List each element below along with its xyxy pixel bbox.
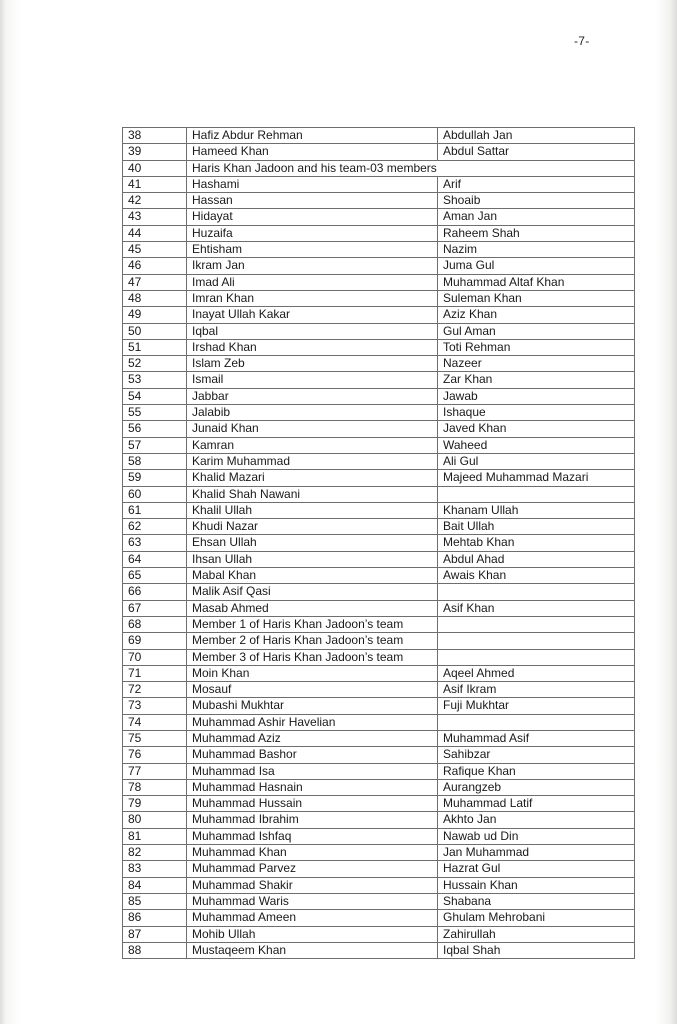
relation-cell: Waheed: [438, 437, 635, 453]
name-cell: Mustaqeem Khan: [187, 942, 438, 958]
table-row: [123, 942, 635, 958]
serial-number-cell: 76: [123, 747, 187, 763]
name-cell: Khalid Shah Nawani: [187, 486, 438, 502]
table-row: [123, 714, 635, 730]
serial-number-cell: 84: [123, 877, 187, 893]
relation-cell: Nawab ud Din: [438, 828, 635, 844]
serial-number-cell: 74: [123, 714, 187, 730]
relation-cell: Mehtab Khan: [438, 535, 635, 551]
table-row: [123, 551, 635, 567]
serial-number-cell: 83: [123, 861, 187, 877]
relation-cell: [438, 714, 635, 730]
serial-number-cell: 46: [123, 258, 187, 274]
serial-number-cell: 78: [123, 779, 187, 795]
relation-cell: Bait Ullah: [438, 519, 635, 535]
serial-number-cell: 66: [123, 584, 187, 600]
relation-cell: [438, 633, 635, 649]
table-row: [123, 633, 635, 649]
relation-cell: Zar Khan: [438, 372, 635, 388]
name-cell: Mohib Ullah: [187, 926, 438, 942]
serial-number-cell: 52: [123, 356, 187, 372]
relation-cell: Shabana: [438, 893, 635, 909]
serial-number-cell: 59: [123, 470, 187, 486]
serial-number-cell: 85: [123, 893, 187, 909]
name-cell: Islam Zeb: [187, 356, 438, 372]
serial-number-cell: 56: [123, 421, 187, 437]
serial-number-cell: 49: [123, 307, 187, 323]
serial-number-cell: 77: [123, 763, 187, 779]
name-cell: Muhammad Ibrahim: [187, 812, 438, 828]
name-cell: Hashami: [187, 176, 438, 192]
name-cell: Ismail: [187, 372, 438, 388]
table-row: [123, 600, 635, 616]
name-cell: Mosauf: [187, 682, 438, 698]
serial-number-cell: 40: [123, 160, 187, 176]
name-cell: Mubashi Mukhtar: [187, 698, 438, 714]
name-cell: Muhammad Ameen: [187, 910, 438, 926]
serial-number-cell: 44: [123, 225, 187, 241]
name-cell: Hafiz Abdur Rehman: [187, 128, 438, 144]
relation-cell: Nazeer: [438, 356, 635, 372]
serial-number-cell: 86: [123, 910, 187, 926]
serial-number-cell: 62: [123, 519, 187, 535]
roster-table: [122, 127, 635, 959]
name-cell: Malik Asif Qasi: [187, 584, 438, 600]
name-cell: Khalil Ullah: [187, 502, 438, 518]
name-cell: Hameed Khan: [187, 144, 438, 160]
name-cell: Ihsan Ullah: [187, 551, 438, 567]
name-cell: Muhammad Waris: [187, 893, 438, 909]
name-cell: Ehtisham: [187, 242, 438, 258]
name-cell: Hassan: [187, 193, 438, 209]
table-row: [123, 437, 635, 453]
relation-cell: Asif Ikram: [438, 682, 635, 698]
roster-table-body: [123, 128, 635, 959]
table-row: [123, 926, 635, 942]
table-row: [123, 421, 635, 437]
name-cell: Muhammad Hussain: [187, 796, 438, 812]
table-row: [123, 372, 635, 388]
name-cell: Inayat Ullah Kakar: [187, 307, 438, 323]
name-cell: Imran Khan: [187, 290, 438, 306]
table-row: [123, 877, 635, 893]
relation-cell: [438, 486, 635, 502]
table-row: [123, 616, 635, 632]
table-row: [123, 649, 635, 665]
relation-cell: [438, 616, 635, 632]
relation-cell: Aziz Khan: [438, 307, 635, 323]
relation-cell: Raheem Shah: [438, 225, 635, 241]
relation-cell: Muhammad Latif: [438, 796, 635, 812]
relation-cell: [438, 584, 635, 600]
serial-number-cell: 65: [123, 568, 187, 584]
name-cell: Karim Muhammad: [187, 453, 438, 469]
relation-cell: Aman Jan: [438, 209, 635, 225]
serial-number-cell: 68: [123, 616, 187, 632]
name-cell: Masab Ahmed: [187, 600, 438, 616]
serial-number-cell: 53: [123, 372, 187, 388]
table-row: [123, 209, 635, 225]
name-cell: Ehsan Ullah: [187, 535, 438, 551]
table-row: [123, 763, 635, 779]
name-cell: Member 3 of Haris Khan Jadoon’s team: [187, 649, 438, 665]
relation-cell: Akhto Jan: [438, 812, 635, 828]
table-row: [123, 682, 635, 698]
table-row: [123, 796, 635, 812]
serial-number-cell: 61: [123, 502, 187, 518]
relation-cell: Jan Muhammad: [438, 845, 635, 861]
relation-cell: Sahibzar: [438, 747, 635, 763]
relation-cell: Muhammad Altaf Khan: [438, 274, 635, 290]
name-cell: Member 1 of Haris Khan Jadoon’s team: [187, 616, 438, 632]
name-cell: Moin Khan: [187, 665, 438, 681]
serial-number-cell: 54: [123, 388, 187, 404]
name-cell: Haris Khan Jadoon and his team-03 members: [187, 160, 635, 176]
serial-number-cell: 47: [123, 274, 187, 290]
serial-number-cell: 60: [123, 486, 187, 502]
relation-cell: Ali Gul: [438, 453, 635, 469]
relation-cell: Nazim: [438, 242, 635, 258]
table-row: [123, 910, 635, 926]
table-row: [123, 453, 635, 469]
name-cell: Muhammad Ashir Havelian: [187, 714, 438, 730]
serial-number-cell: 73: [123, 698, 187, 714]
name-cell: Jalabib: [187, 405, 438, 421]
name-cell: Muhammad Parvez: [187, 861, 438, 877]
name-cell: Muhammad Aziz: [187, 730, 438, 746]
name-cell: Muhammad Isa: [187, 763, 438, 779]
table-row: [123, 160, 635, 176]
serial-number-cell: 88: [123, 942, 187, 958]
serial-number-cell: 79: [123, 796, 187, 812]
name-cell: Muhammad Bashor: [187, 747, 438, 763]
table-row: [123, 405, 635, 421]
serial-number-cell: 41: [123, 176, 187, 192]
serial-number-cell: 48: [123, 290, 187, 306]
relation-cell: Toti Rehman: [438, 339, 635, 355]
relation-cell: Hazrat Gul: [438, 861, 635, 877]
page-number: -7-: [574, 34, 590, 48]
table-row: [123, 665, 635, 681]
serial-number-cell: 72: [123, 682, 187, 698]
table-row: [123, 290, 635, 306]
serial-number-cell: 75: [123, 730, 187, 746]
serial-number-cell: 55: [123, 405, 187, 421]
serial-number-cell: 69: [123, 633, 187, 649]
table-row: [123, 176, 635, 192]
serial-number-cell: 87: [123, 926, 187, 942]
serial-number-cell: 81: [123, 828, 187, 844]
table-row: [123, 779, 635, 795]
name-cell: Kamran: [187, 437, 438, 453]
table-row: [123, 535, 635, 551]
relation-cell: Juma Gul: [438, 258, 635, 274]
relation-cell: Shoaib: [438, 193, 635, 209]
name-cell: Muhammad Ishfaq: [187, 828, 438, 844]
serial-number-cell: 67: [123, 600, 187, 616]
relation-cell: Rafique Khan: [438, 763, 635, 779]
table-row: [123, 323, 635, 339]
table-row: [123, 584, 635, 600]
serial-number-cell: 58: [123, 453, 187, 469]
table-row: [123, 225, 635, 241]
name-cell: Huzaifa: [187, 225, 438, 241]
name-cell: Mabal Khan: [187, 568, 438, 584]
serial-number-cell: 38: [123, 128, 187, 144]
table-row: [123, 845, 635, 861]
relation-cell: Khanam Ullah: [438, 502, 635, 518]
relation-cell: Abdul Ahad: [438, 551, 635, 567]
serial-number-cell: 64: [123, 551, 187, 567]
relation-cell: Fuji Mukhtar: [438, 698, 635, 714]
relation-cell: Asif Khan: [438, 600, 635, 616]
table-row: [123, 568, 635, 584]
table-row: [123, 502, 635, 518]
table-row: [123, 470, 635, 486]
relation-cell: Hussain Khan: [438, 877, 635, 893]
table-row: [123, 861, 635, 877]
name-cell: Hidayat: [187, 209, 438, 225]
relation-cell: Javed Khan: [438, 421, 635, 437]
name-cell: Irshad Khan: [187, 339, 438, 355]
name-cell: Junaid Khan: [187, 421, 438, 437]
serial-number-cell: 70: [123, 649, 187, 665]
serial-number-cell: 43: [123, 209, 187, 225]
relation-cell: Abdullah Jan: [438, 128, 635, 144]
table-row: [123, 486, 635, 502]
table-row: [123, 698, 635, 714]
table-row: [123, 893, 635, 909]
table-row: [123, 128, 635, 144]
serial-number-cell: 50: [123, 323, 187, 339]
serial-number-cell: 80: [123, 812, 187, 828]
table-row: [123, 242, 635, 258]
table-row: [123, 828, 635, 844]
relation-cell: Gul Aman: [438, 323, 635, 339]
serial-number-cell: 45: [123, 242, 187, 258]
name-cell: Muhammad Hasnain: [187, 779, 438, 795]
table-row: [123, 747, 635, 763]
relation-cell: Ghulam Mehrobani: [438, 910, 635, 926]
relation-cell: Arif: [438, 176, 635, 192]
table-row: [123, 339, 635, 355]
name-cell: Ikram Jan: [187, 258, 438, 274]
serial-number-cell: 42: [123, 193, 187, 209]
serial-number-cell: 39: [123, 144, 187, 160]
serial-number-cell: 71: [123, 665, 187, 681]
name-cell: Khalid Mazari: [187, 470, 438, 486]
table-row: [123, 274, 635, 290]
name-cell: Khudi Nazar: [187, 519, 438, 535]
table-row: [123, 144, 635, 160]
name-cell: Jabbar: [187, 388, 438, 404]
relation-cell: Zahirullah: [438, 926, 635, 942]
table-row: [123, 730, 635, 746]
name-cell: Muhammad Khan: [187, 845, 438, 861]
relation-cell: Awais Khan: [438, 568, 635, 584]
table-row: [123, 812, 635, 828]
table-row: [123, 356, 635, 372]
name-cell: Muhammad Shakir: [187, 877, 438, 893]
relation-cell: Majeed Muhammad Mazari: [438, 470, 635, 486]
relation-cell: Abdul Sattar: [438, 144, 635, 160]
relation-cell: Iqbal Shah: [438, 942, 635, 958]
table-row: [123, 193, 635, 209]
name-cell: Imad Ali: [187, 274, 438, 290]
table-row: [123, 307, 635, 323]
relation-cell: Aqeel Ahmed: [438, 665, 635, 681]
name-cell: Iqbal: [187, 323, 438, 339]
table-row: [123, 519, 635, 535]
name-cell: Member 2 of Haris Khan Jadoon’s team: [187, 633, 438, 649]
relation-cell: Ishaque: [438, 405, 635, 421]
serial-number-cell: 63: [123, 535, 187, 551]
relation-cell: Jawab: [438, 388, 635, 404]
serial-number-cell: 51: [123, 339, 187, 355]
serial-number-cell: 57: [123, 437, 187, 453]
relation-cell: Aurangzeb: [438, 779, 635, 795]
table-row: [123, 388, 635, 404]
relation-cell: Suleman Khan: [438, 290, 635, 306]
table-row: [123, 258, 635, 274]
serial-number-cell: 82: [123, 845, 187, 861]
relation-cell: [438, 649, 635, 665]
relation-cell: Muhammad Asif: [438, 730, 635, 746]
